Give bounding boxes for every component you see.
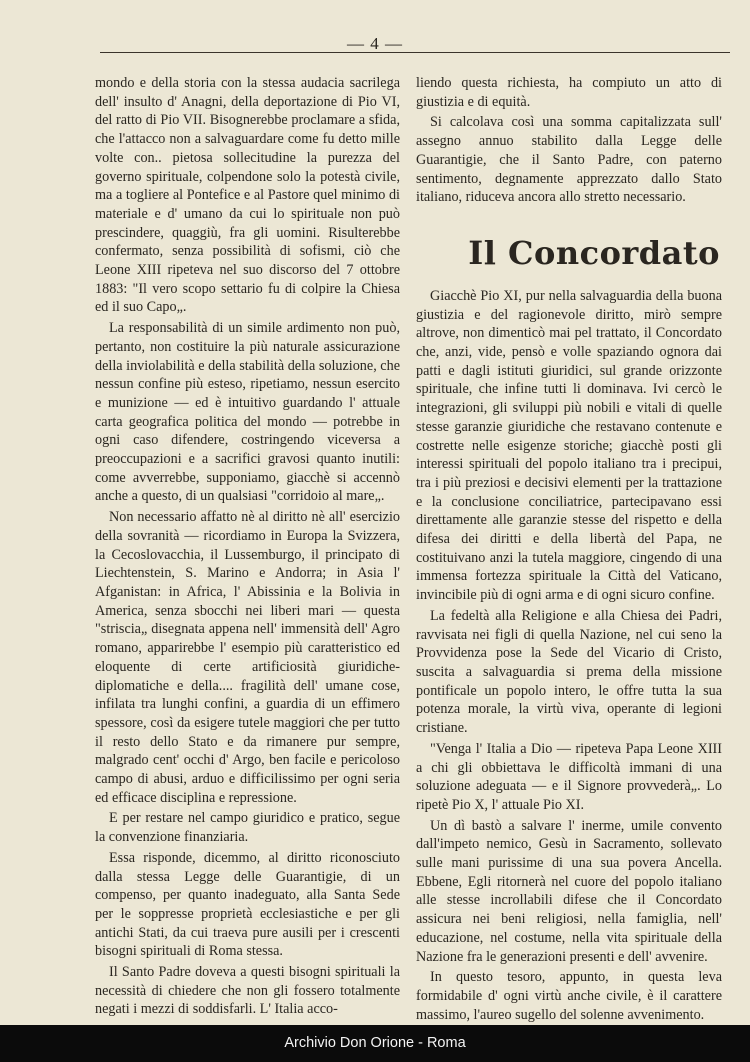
paragraph: "Venga l' Italia a Dio — ripeteva Papa Leone XIII a chi gli obbiettava le difficoltà immani di una soluzione adeguata — e il Signore provvederà„. Lo ripetè Pio X, l' attuale Pio XI. xyxy=(416,740,722,813)
paragraph: In questo tesoro, appunto, in questa leva formidabile d' ogni virtù anche civile, è il carattere massimo, l'aureo sugello del solenne avvenimento. xyxy=(416,969,722,1023)
right-column xyxy=(416,74,722,1045)
archive-footer: Archivio Don Orione - Roma xyxy=(0,1025,750,1062)
paragraph: La responsabilità di un simile ardimento non può, pertanto, non costituire la più naturale assicurazione della inviolabilità e della stabilità della soluzione, che nessun confine più esteso, ripetiamo, nessun esercito e munizione — ed è intuitivo guardando l' attuale carta geografica politica del mondo — potrebbe in ogni caso difendere, costringendo viceversa a preoccupazioni e a sacrifici gravosi quanto inutili: come avverrebbe, supponiamo, giacchè si accennò anche a questo, di un qualsiasi "corridoio al mare„. xyxy=(95,320,400,505)
paragraph: mondo e della storia con la stessa audacia sacrilega dell' insulto d' Anagni, della deportazione di Pio VI, del ratto di Pio VII. Bisognerebbe proclamare a sfida, che l'attacco non a salvaguardare come fu detto mille volte con.. pietosa sollecitudine la purezza del governo spirituale, colpendone solo la potestà civile, ma a togliere al Pontefice e al Pastore quel minimo di materiale e d' umano da cui lo spirituale non può prescindere, quaggiù, fra gli uomini. Risulterebbe confermato, senza possibilità di sofismi, ciò che Leone XIII ripeteva nel suo discorso del 7 ottobre 1883: "Il vero scopo settario fu di colpire la Chiesa ed il suo Capo„. xyxy=(95,75,400,316)
paragraph: Il Santo Padre doveva a questi bisogni spirituali la necessità di chiedere che non gli fossero totalmente negati i mezzi di soddisfarli. L' Italia acco- xyxy=(95,964,400,1018)
header-rule xyxy=(100,52,730,53)
section-heading: Il Concordato xyxy=(468,233,720,272)
paragraph: Essa risponde, dicemmo, al diritto riconosciuto dalla stessa Legge delle Guarantigie, di un compenso, per quanto inadeguato, alla Santa Sede per le soppresse proprietà ecclesiastiche e per gli antichi Stati, da cui traeva pure ausili per i crescenti bisogni spirituali di Roma stessa. xyxy=(95,849,400,960)
paragraph: Un dì bastò a salvare l' inerme, umile convento dall'impeto nemico, Gesù in Sacramento, sollevato sulle mani purissime di una sua povera Ancella. Ebbene, Egli ritornerà nel cuore del popolo italiano alle stesse incrollabili difese che il Concordato assicura nei beni religiosi, nella famiglia, nell' educazione, nel costume, nella vita spirituale della Nazione fra le generazioni presenti e dell' avvenire. xyxy=(416,817,722,965)
page-number: — 4 — xyxy=(347,34,403,53)
paragraph: E per restare nel campo giuridico e pratico, segue la convenzione finanziaria. xyxy=(95,810,400,846)
paragraph: liendo questa richiesta, ha compiuto un atto di giustizia e di equità. xyxy=(416,75,722,110)
paragraph: Giacchè Pio XI, pur nella salvaguardia della buona giustizia e del ragionevole diritto, mirò sempre altrove, non dimenticò mai pel trattato, il Concordato che, anzi, vide, pensò e volle spaziando ognora dai patti e dagli istituti giuridici, sul grande orizzonte spirituale, che infine tutti li dominava. Ivi cercò le integrazioni, gli sviluppi più nobili e vitali di quelle stesse garanzie giuridiche che restavano contenute e costrette nelle esigenze storiche; giacchè posti gli interessi spirituali del popolo italiano tra i precipui, tra i più preziosi e decisivi elementi per la trattazione e la conclusione conciliatrice, partecipavano essi direttamente alle garanzie stesse del rispetto e della difesa dei diritti e della libertà del Papa, ne costituivano anzi la tutela maggiore, cingendo di una immensa fortezza spirituale la Città del Vaticano, invincibile più di ogni arma e di ogni sicuro confine. xyxy=(416,287,722,604)
left-column xyxy=(95,74,400,1019)
paragraph: Non necessario affatto nè al diritto nè all' esercizio della sovranità — ricordiamo in Europa la Svizzera, la Cecoslovacchia, il Lussemburgo, il principato di Liechtenstein, S. Marino e Andorra; in Asia l' Afganistan: in Africa, l' Abissinia e la Bolivia in America, senza sbocchi nei liberi mari — questa "striscia„ disegnata appena nell' immensità dell' Agro romano, apparirebbe l' esempio più caratteristico ed eloquente di certe artificiosità giuridiche-diplomatiche e della.... fragilità dell' umane cose, infilata tra lunghi confini, a guardia di un effimero spessore, così da esigere tutele maggiori che per tutto il resto dello Stato e da rimanere pur sempre, malgrado cent' occhi d' Argo, ben facile e pericoloso campo di abusi, arduo e difficilissimo per ogni seria ed efficace disciplina e repressione. xyxy=(95,509,400,806)
paragraph: Si calcolava così una somma capitalizzata sull' assegno annuo stabilito dalla Legge delle Guarantigie, che il Santo Padre, con paterno sentimento, degnamente apprezzato dallo Stato italiano, riduceva ancora allo stretto necessario. xyxy=(416,114,722,206)
paragraph: La fedeltà alla Religione e alla Chiesa dei Padri, ravvisata nei figli di quella Nazione, nel cui seno la Provvidenza pose la Sede del Vicario di Cristo, suscita a salvaguardia si prema della missione pontificale un popolo intero, le offre tutta la sua potenza morale, la virtù viva, operante di legioni cristiane. xyxy=(416,607,722,737)
